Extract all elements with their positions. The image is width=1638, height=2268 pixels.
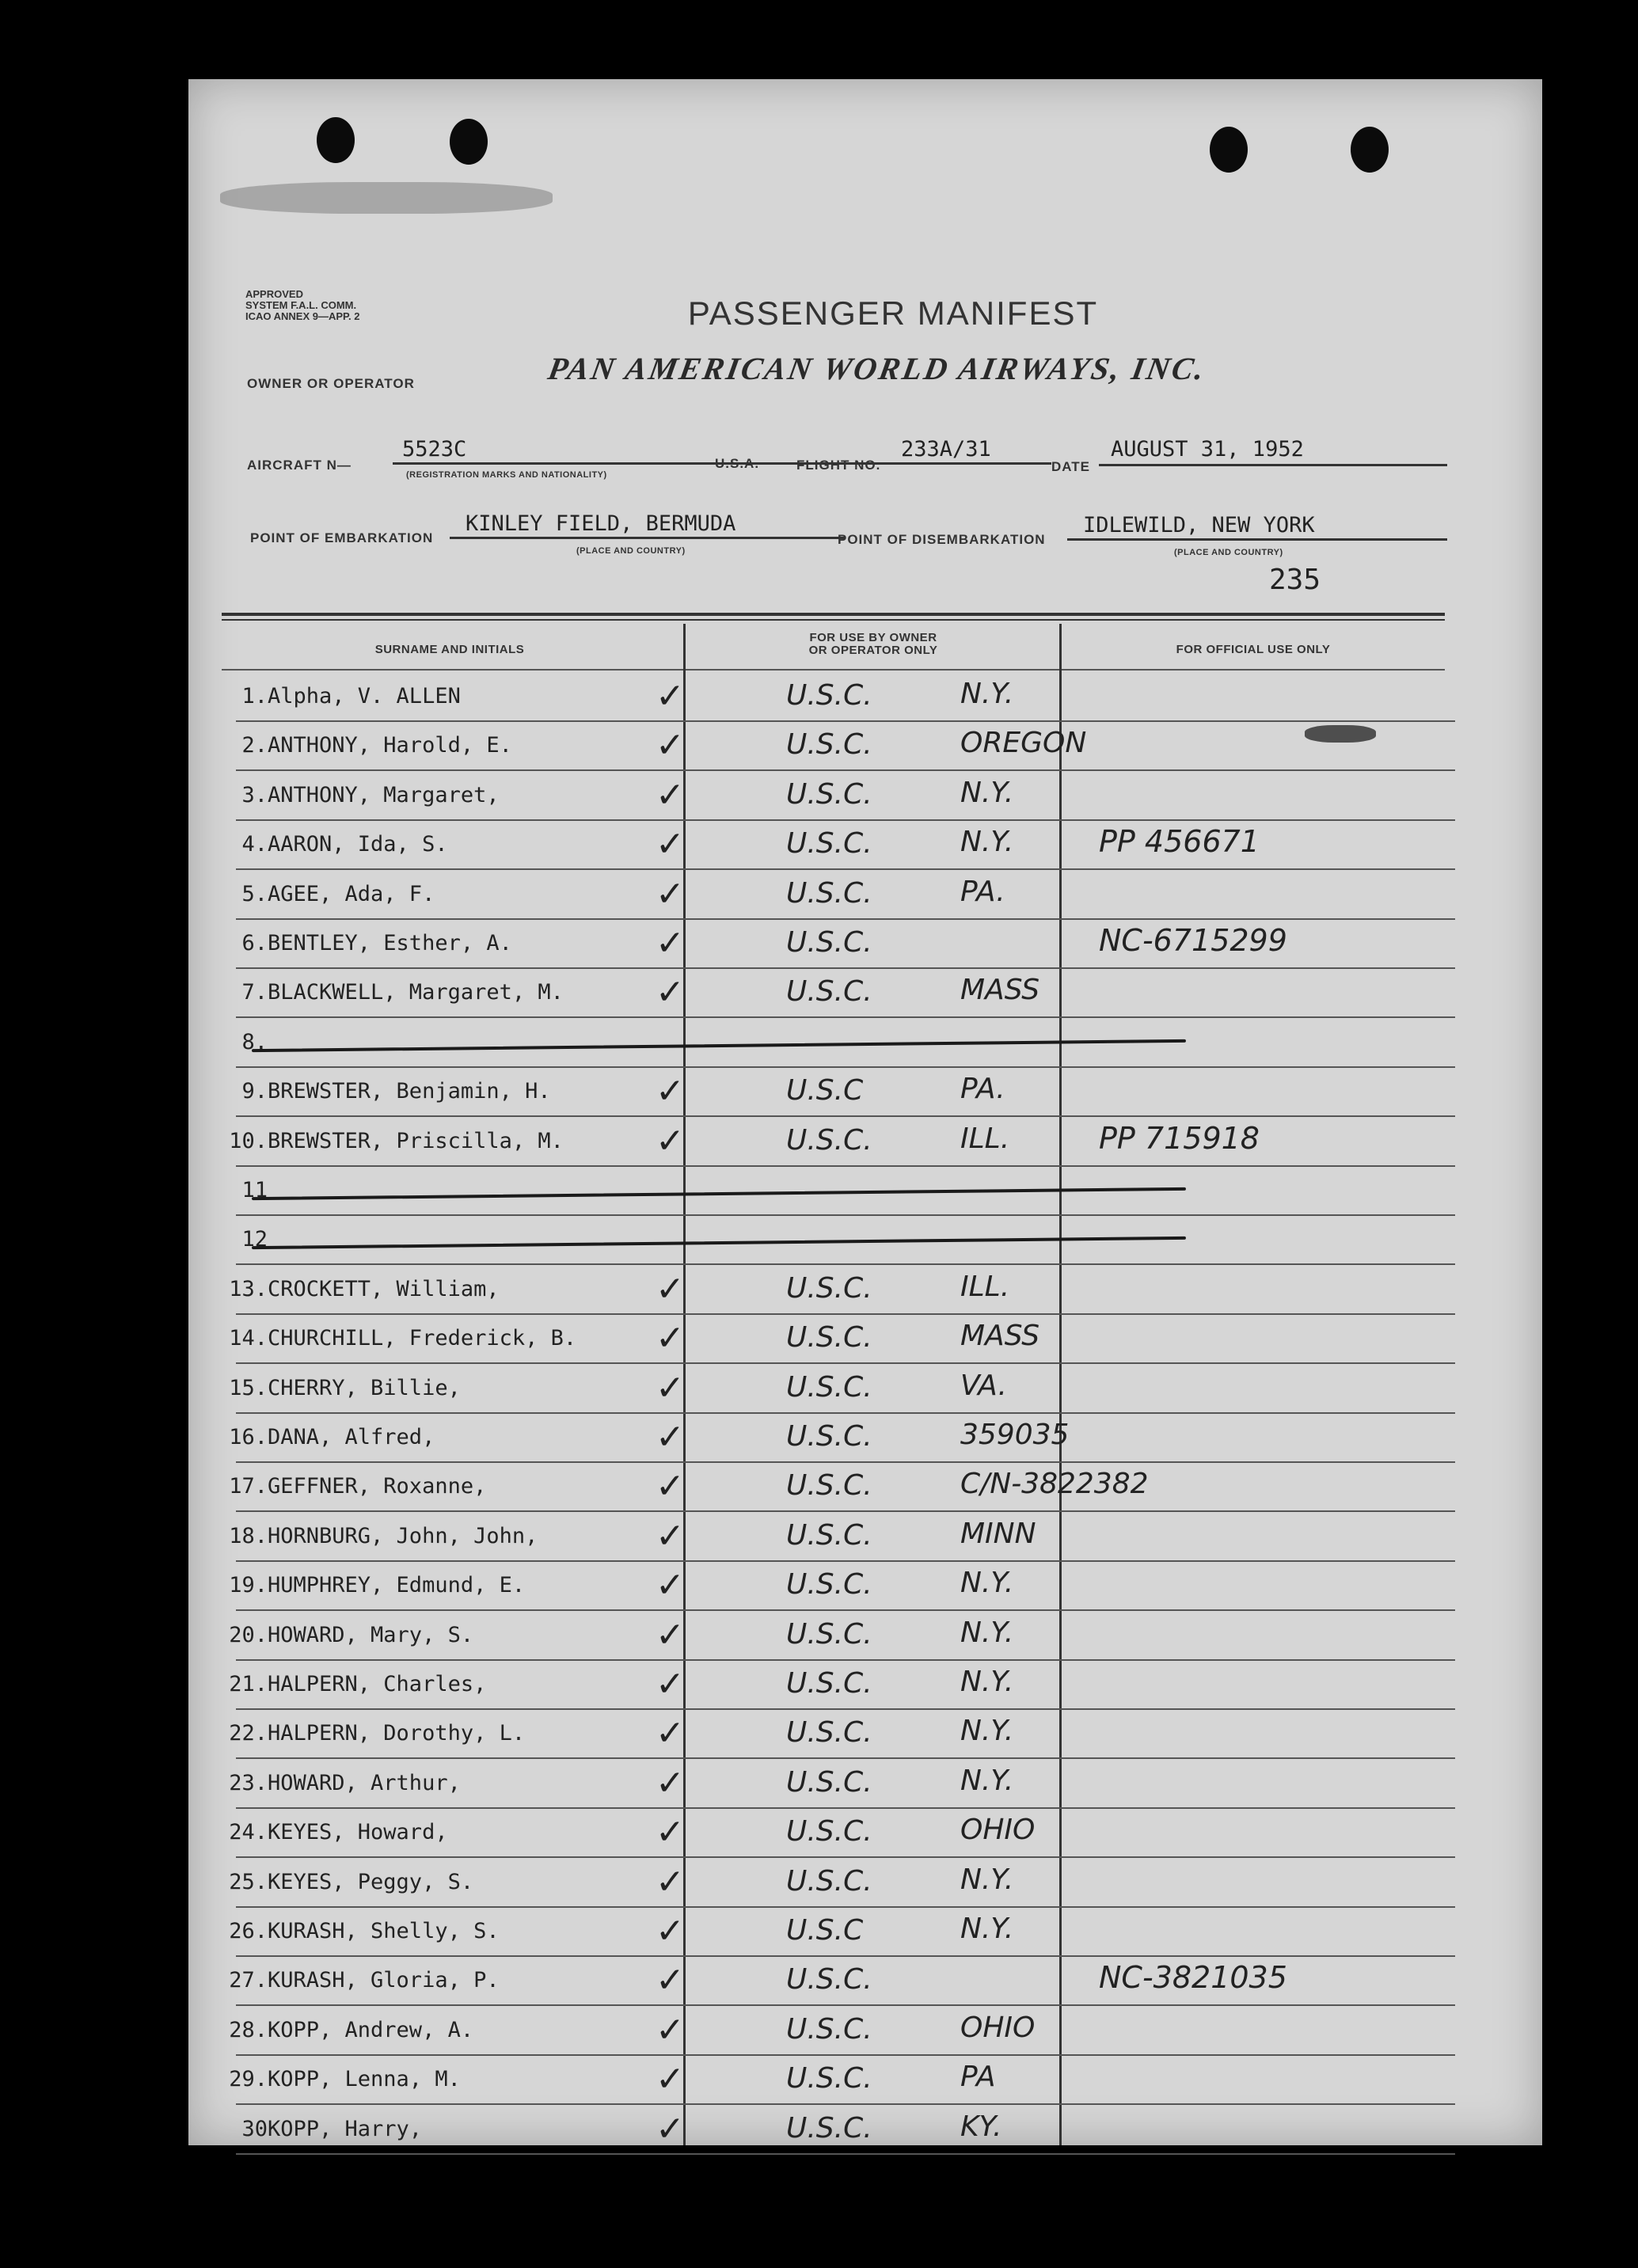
official-note: NC-6715299 bbox=[1099, 923, 1287, 958]
approval-line: APPROVED bbox=[245, 288, 303, 300]
row-number: 17. bbox=[229, 1474, 268, 1499]
table-row bbox=[188, 969, 1542, 1018]
citizenship-mark: U.S.C. bbox=[786, 2012, 872, 2046]
passenger-name: BENTLEY, Esther, A. bbox=[268, 931, 512, 955]
passenger-name: BREWSTER, Benjamin, H. bbox=[268, 1079, 551, 1104]
check-mark: ✓ bbox=[656, 2009, 685, 2050]
operator-column-header bbox=[687, 632, 1059, 657]
citizenship-mark: U.S.C. bbox=[786, 1617, 872, 1651]
embarkation-label: POINT OF EMBARKATION bbox=[250, 530, 434, 545]
row-number: 4. bbox=[241, 832, 268, 857]
passenger-name: HUMPHREY, Edmund, E. bbox=[268, 1573, 526, 1598]
strike-through-line bbox=[252, 1039, 1186, 1052]
state-mark: N.Y. bbox=[960, 1616, 1014, 1649]
state-mark: N.Y. bbox=[960, 1913, 1014, 1945]
disembarkation-label: POINT OF DISEMBARKATION bbox=[838, 532, 1046, 547]
row-number: 12 bbox=[241, 1227, 268, 1252]
row-number: 28. bbox=[229, 2017, 268, 2042]
date-value: AUGUST 31, 1952 bbox=[1111, 437, 1304, 462]
date-label: DATE bbox=[1051, 459, 1091, 474]
punch-hole bbox=[1351, 127, 1389, 173]
check-mark: ✓ bbox=[656, 1812, 685, 1853]
header-bottom-rule bbox=[222, 669, 1445, 671]
passenger-name: HALPERN, Charles, bbox=[268, 1672, 487, 1696]
usa-label: U.S.A. bbox=[715, 456, 760, 471]
citizenship-mark: U.S.C. bbox=[786, 876, 872, 910]
embarkation-value: KINLEY FIELD, BERMUDA bbox=[466, 511, 736, 536]
row-number: 2. bbox=[241, 733, 268, 758]
row-number: 19. bbox=[229, 1573, 268, 1598]
ink-smudge bbox=[1305, 725, 1376, 743]
table-row bbox=[188, 1216, 1542, 1265]
check-mark: ✓ bbox=[656, 1466, 685, 1507]
check-mark: ✓ bbox=[656, 1713, 685, 1754]
underline bbox=[893, 462, 1051, 465]
check-mark: ✓ bbox=[656, 1318, 685, 1359]
check-mark: ✓ bbox=[656, 873, 685, 914]
state-mark: N.Y. bbox=[960, 776, 1014, 809]
citizenship-mark: U.S.C. bbox=[786, 1518, 872, 1552]
row-number: 13. bbox=[229, 1276, 268, 1301]
passenger-name: HOWARD, Arthur, bbox=[268, 1770, 461, 1795]
check-mark: ✓ bbox=[656, 972, 685, 1013]
citizenship-mark: U.S.C. bbox=[786, 679, 872, 712]
table-row bbox=[188, 1315, 1542, 1364]
state-mark: MASS bbox=[960, 974, 1040, 1007]
underline bbox=[450, 537, 846, 539]
check-mark: ✓ bbox=[656, 1614, 685, 1655]
page-number: 235 bbox=[1269, 564, 1321, 596]
check-mark: ✓ bbox=[656, 774, 685, 815]
aircraft-value: 5523C bbox=[402, 437, 467, 462]
citizenship-mark: U.S.C. bbox=[786, 1370, 872, 1404]
table-row bbox=[188, 1562, 1542, 1611]
check-mark: ✓ bbox=[656, 676, 685, 716]
name-column-header: SURNAME AND INITIALS bbox=[374, 643, 525, 656]
check-mark: ✓ bbox=[656, 824, 685, 865]
table-row bbox=[188, 2106, 1542, 2155]
citizenship-mark: U.S.C. bbox=[786, 777, 872, 811]
state-mark: ILL. bbox=[960, 1122, 1010, 1155]
check-mark: ✓ bbox=[656, 1417, 685, 1457]
passenger-name: ANTHONY, Harold, E. bbox=[268, 733, 512, 758]
table-row bbox=[188, 1809, 1542, 1858]
row-rule bbox=[236, 2153, 1455, 2155]
passenger-name: ANTHONY, Margaret, bbox=[268, 782, 500, 807]
table-row bbox=[188, 821, 1542, 870]
passenger-name: CHERRY, Billie, bbox=[268, 1375, 461, 1400]
table-top-rule bbox=[222, 613, 1445, 616]
manifest-sheet bbox=[188, 79, 1542, 2149]
punch-hole bbox=[1210, 127, 1248, 173]
state-mark: OHIO bbox=[960, 2011, 1036, 2044]
passenger-name: AGEE, Ada, F. bbox=[268, 881, 435, 906]
state-mark: MASS bbox=[960, 1320, 1040, 1353]
check-mark: ✓ bbox=[656, 1268, 685, 1309]
passenger-name: KEYES, Peggy, S. bbox=[268, 1869, 474, 1894]
passenger-name: KURASH, Shelly, S. bbox=[268, 1919, 500, 1943]
row-number: 22. bbox=[229, 1721, 268, 1746]
approval-note bbox=[245, 289, 360, 322]
check-mark: ✓ bbox=[656, 923, 685, 963]
official-note: PP 715918 bbox=[1099, 1120, 1260, 1156]
state-mark: PA bbox=[960, 2061, 996, 2094]
citizenship-mark: U.S.C. bbox=[786, 1321, 872, 1354]
check-mark: ✓ bbox=[656, 725, 685, 766]
form-title: PASSENGER MANIFEST bbox=[687, 294, 1099, 332]
punch-hole bbox=[450, 119, 488, 165]
row-number: 18. bbox=[229, 1523, 268, 1548]
official-note: PP 456671 bbox=[1099, 824, 1260, 860]
table-row bbox=[188, 1019, 1542, 1068]
table-row bbox=[188, 1710, 1542, 1759]
approval-line: SYSTEM F.A.L. COMM. bbox=[245, 299, 357, 311]
row-number: 24. bbox=[229, 1820, 268, 1845]
table-row bbox=[188, 871, 1542, 920]
row-number: 21. bbox=[229, 1672, 268, 1696]
table-row bbox=[188, 673, 1542, 722]
citizenship-mark: U.S.C bbox=[786, 1074, 864, 1107]
citizenship-mark: U.S.C. bbox=[786, 1123, 872, 1157]
row-number: 25. bbox=[229, 1869, 268, 1894]
citizenship-mark: U.S.C. bbox=[786, 2111, 872, 2145]
state-mark: N.Y. bbox=[960, 678, 1014, 710]
row-number: 15. bbox=[229, 1375, 268, 1400]
table-row bbox=[188, 1760, 1542, 1809]
check-mark: ✓ bbox=[656, 1071, 685, 1112]
state-mark: N.Y. bbox=[960, 1567, 1014, 1600]
passenger-name: KOPP, Lenna, M. bbox=[268, 2067, 461, 2092]
state-mark: PA. bbox=[960, 1073, 1005, 1106]
row-number: 14. bbox=[229, 1326, 268, 1351]
check-mark: ✓ bbox=[656, 1120, 685, 1161]
aircraft-label: AIRCRAFT N— bbox=[247, 458, 352, 473]
state-mark: MINN bbox=[960, 1517, 1036, 1550]
state-mark: N.Y. bbox=[960, 1666, 1014, 1698]
row-number: 10. bbox=[229, 1128, 268, 1153]
row-number: 1. bbox=[241, 684, 268, 709]
citizenship-mark: U.S.C. bbox=[786, 1963, 872, 1996]
row-number: 7. bbox=[241, 980, 268, 1005]
state-mark: KY. bbox=[960, 2110, 1002, 2143]
flight-value: 233A/31 bbox=[901, 437, 991, 462]
row-number: 29. bbox=[229, 2067, 268, 2092]
aircraft-sub-label: (REGISTRATION MARKS AND NATIONALITY) bbox=[406, 470, 607, 480]
citizenship-mark: U.S.C. bbox=[786, 975, 872, 1009]
citizenship-mark: U.S.C. bbox=[786, 1815, 872, 1848]
airline-name: PAN AMERICAN WORLD AIRWAYS, INC. bbox=[545, 351, 1210, 386]
table-row bbox=[188, 1463, 1542, 1512]
table-row bbox=[188, 1859, 1542, 1908]
table-row bbox=[188, 2007, 1542, 2056]
row-number: 3. bbox=[241, 782, 268, 807]
citizenship-mark: U.S.C bbox=[786, 1914, 864, 1947]
disembarkation-sub-label: (PLACE AND COUNTRY) bbox=[1174, 548, 1283, 557]
table-row bbox=[188, 1957, 1542, 2006]
flight-label: FLIGHT NO. bbox=[796, 458, 881, 473]
passenger-name: DANA, Alfred, bbox=[268, 1425, 435, 1449]
passenger-name: KURASH, Gloria, P. bbox=[268, 1968, 500, 1993]
approval-line: ICAO ANNEX 9—APP. 2 bbox=[245, 310, 360, 322]
row-number: 8. bbox=[241, 1029, 268, 1054]
passenger-name: CHURCHILL, Frederick, B. bbox=[268, 1326, 577, 1351]
punch-hole bbox=[317, 117, 355, 163]
row-number: 5. bbox=[241, 881, 268, 906]
citizenship-mark: U.S.C. bbox=[786, 926, 872, 959]
strike-through-line bbox=[252, 1187, 1186, 1200]
table-row bbox=[188, 1513, 1542, 1562]
state-mark: N.Y. bbox=[960, 1715, 1014, 1748]
check-mark: ✓ bbox=[656, 2108, 685, 2149]
passenger-name: HORNBURG, John, John, bbox=[268, 1523, 538, 1548]
state-mark: OHIO bbox=[960, 1814, 1036, 1847]
faded-stamp bbox=[220, 182, 553, 214]
citizenship-mark: U.S.C. bbox=[786, 1568, 872, 1601]
disembarkation-value: IDLEWILD, NEW YORK bbox=[1083, 513, 1315, 538]
row-number: 20. bbox=[229, 1622, 268, 1647]
row-number: 26. bbox=[229, 1919, 268, 1943]
state-mark: 359035 bbox=[960, 1419, 1070, 1451]
table-row bbox=[188, 1068, 1542, 1117]
table-row bbox=[188, 1612, 1542, 1661]
citizenship-mark: U.S.C. bbox=[786, 1667, 872, 1700]
passenger-name: CROCKETT, William, bbox=[268, 1276, 500, 1301]
row-number: 11 bbox=[241, 1178, 268, 1202]
state-mark: VA. bbox=[960, 1369, 1007, 1402]
citizenship-mark: U.S.C. bbox=[786, 1420, 872, 1453]
embarkation-sub-label: (PLACE AND COUNTRY) bbox=[576, 546, 686, 556]
state-mark: C/N-3822382 bbox=[960, 1468, 1149, 1501]
check-mark: ✓ bbox=[656, 1762, 685, 1803]
official-column-header: FOR OFFICIAL USE ONLY bbox=[1176, 643, 1331, 656]
check-mark: ✓ bbox=[656, 1861, 685, 1902]
row-number: 16. bbox=[229, 1425, 268, 1449]
official-note: NC-3821035 bbox=[1099, 1960, 1287, 1996]
passenger-name: BLACKWELL, Margaret, M. bbox=[268, 980, 564, 1005]
table-row bbox=[188, 1908, 1542, 1957]
citizenship-mark: U.S.C. bbox=[786, 1765, 872, 1799]
check-mark: ✓ bbox=[656, 1911, 685, 1951]
row-number: 6. bbox=[241, 931, 268, 955]
operator-header-line: OR OPERATOR ONLY bbox=[808, 644, 938, 657]
row-number: 27. bbox=[229, 1968, 268, 1993]
state-mark: OREGON bbox=[960, 727, 1087, 760]
citizenship-mark: U.S.C. bbox=[786, 1469, 872, 1503]
table-row bbox=[188, 1266, 1542, 1315]
table-row bbox=[188, 920, 1542, 969]
state-mark: ILL. bbox=[960, 1270, 1010, 1303]
passenger-name: KOPP, Harry, bbox=[268, 2116, 423, 2141]
passenger-name: BREWSTER, Priscilla, M. bbox=[268, 1128, 564, 1153]
state-mark: N.Y. bbox=[960, 1764, 1014, 1797]
row-number: 30 bbox=[241, 2116, 268, 2141]
passenger-name: KEYES, Howard, bbox=[268, 1820, 448, 1845]
citizenship-mark: U.S.C. bbox=[786, 1271, 872, 1305]
table-row bbox=[188, 1661, 1542, 1710]
table-row bbox=[188, 1118, 1542, 1167]
check-mark: ✓ bbox=[656, 1960, 685, 2001]
table-top-rule bbox=[222, 619, 1445, 621]
passenger-name: Alpha, V. ALLEN bbox=[268, 684, 461, 709]
citizenship-mark: U.S.C. bbox=[786, 1864, 872, 1898]
check-mark: ✓ bbox=[656, 1565, 685, 1606]
passenger-name: AARON, Ida, S. bbox=[268, 832, 448, 857]
citizenship-mark: U.S.C. bbox=[786, 1716, 872, 1749]
state-mark: PA. bbox=[960, 875, 1005, 908]
strike-through-line bbox=[252, 1237, 1186, 1249]
table-row bbox=[188, 1414, 1542, 1463]
owner-label: OWNER OR OPERATOR bbox=[247, 376, 415, 391]
passenger-name: HALPERN, Dorothy, L. bbox=[268, 1721, 526, 1746]
citizenship-mark: U.S.C. bbox=[786, 728, 872, 762]
state-mark: N.Y. bbox=[960, 826, 1014, 859]
citizenship-mark: U.S.C. bbox=[786, 827, 872, 860]
passenger-name: HOWARD, Mary, S. bbox=[268, 1622, 474, 1647]
passenger-name: KOPP, Andrew, A. bbox=[268, 2017, 474, 2042]
table-row bbox=[188, 1365, 1542, 1414]
state-mark: N.Y. bbox=[960, 1863, 1014, 1896]
row-number: 23. bbox=[229, 1770, 268, 1795]
row-number: 9. bbox=[241, 1079, 268, 1104]
check-mark: ✓ bbox=[656, 1367, 685, 1408]
underline bbox=[1099, 464, 1447, 466]
check-mark: ✓ bbox=[656, 1515, 685, 1556]
check-mark: ✓ bbox=[656, 1664, 685, 1704]
check-mark: ✓ bbox=[656, 2059, 685, 2100]
passenger-name: GEFFNER, Roxanne, bbox=[268, 1474, 487, 1499]
table-row bbox=[188, 1167, 1542, 1216]
citizenship-mark: U.S.C. bbox=[786, 2062, 872, 2095]
underline bbox=[1067, 538, 1447, 541]
operator-header-line: FOR USE BY OWNER bbox=[809, 631, 937, 644]
table-row bbox=[188, 2056, 1542, 2105]
table-row bbox=[188, 772, 1542, 821]
